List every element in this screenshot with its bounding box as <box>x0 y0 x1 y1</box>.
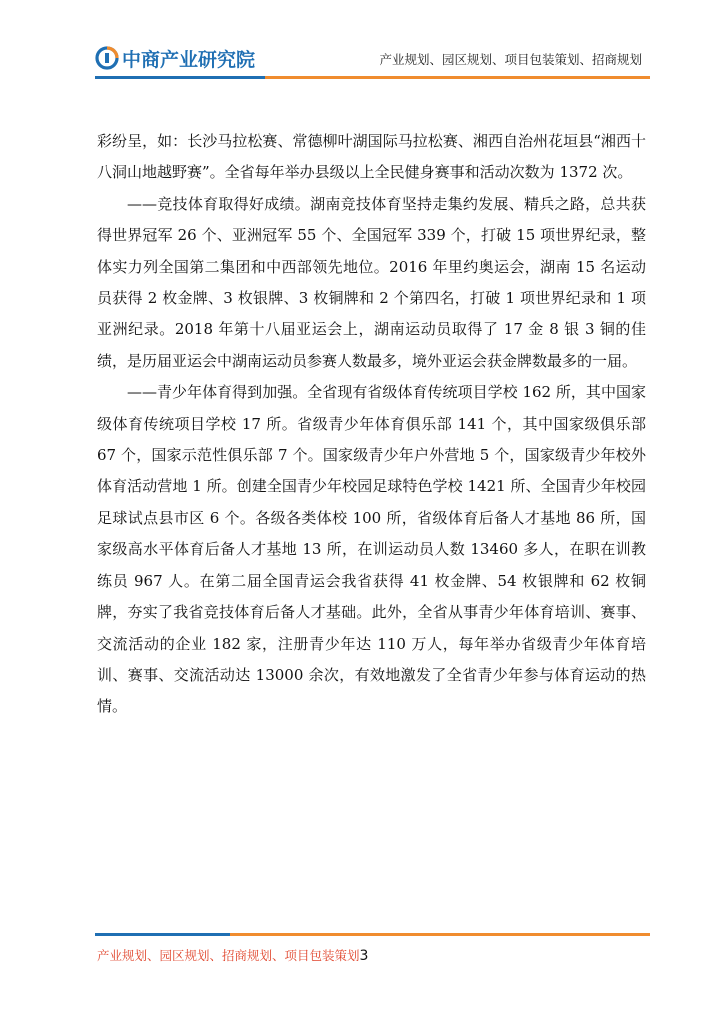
footer-services-text: 产业规划、园区规划、招商规划、项目包装策划 <box>97 948 360 963</box>
footer-divider-orange <box>230 933 650 936</box>
logo-mark-icon <box>95 46 119 70</box>
paragraph-youth-sports: ——青少年体育得到加强。全省现有省级体育传统项目学校 162 所，其中国家级体育传统项目学校 17 所。省级青少年体育俱乐部 141 个，其中国家级俱乐部 67 个，国家示范性俱乐部 7 个。国家级青少年户外营地 5 个，国家级青少年校外体育活动营地 1 所。创建全国青少年校园足球特色学校 1421 所、全国青少年校园足球试点县市区 6 个。各级各类体校 100 所，省级体育后备人才基地 86 所，国家级高水平体育后备人才基地 13 所，在训运动员人数 13460 多人，在职在训教练员 967 人。在第二届全国青运会我省获得 41 枚金牌、54 枚银牌和 62 枚铜牌，夯实了我省竞技体育后备人才基础。此外，全省从事青少年体育培训、赛事、交流活动的企业 182 家，注册青少年达 110 万人，每年举办省级青少年体育培训、赛事、交流活动达 13000 余次，有效地激发了全省青少年参与体育运动的热情。 <box>97 383 646 716</box>
page-footer <box>97 946 368 964</box>
paragraph-competitive-sports: ——竞技体育取得好成绩。湖南竞技体育坚持走集约发展、精兵之路，总共获得世界冠军 26 个、亚洲冠军 55 个、全国冠军 339 个，打破 15 项世界纪录，整体实力列全国第二集团和中西部领先地位。2016 年里约奥运会，湖南 15 名运动员获得 2 枚金牌、3 枚银牌、3 枚铜牌和 2 个第四名，打破 1 项世界纪录和 1 项亚洲纪录。2018 年第十八届亚运会上，湖南运动员取得了 17 金 8 银 3 铜的佳绩，是历届亚运会中湖南运动员参赛人数最多，境外亚运会获金牌数最多的一届。 <box>97 194 646 370</box>
paragraph-continuation: 彩纷呈，如：长沙马拉松赛、常德柳叶湖国际马拉松赛、湘西自治州花垣县“湘西十八洞山地越野赛”。全省每年举办县级以上全民健身赛事和活动次数为 1372 次。 <box>97 132 646 182</box>
logo-text: 中商产业研究院 <box>122 48 256 71</box>
header-tagline: 产业规划、园区规划、项目包装策划、招商规划 <box>379 52 642 67</box>
company-logo <box>95 45 255 71</box>
document-body <box>97 126 646 723</box>
header-divider-orange <box>265 76 650 79</box>
page-header <box>0 0 724 82</box>
footer-divider-blue <box>95 933 230 936</box>
header-divider-blue <box>95 76 265 79</box>
page-number: 3 <box>359 948 369 964</box>
